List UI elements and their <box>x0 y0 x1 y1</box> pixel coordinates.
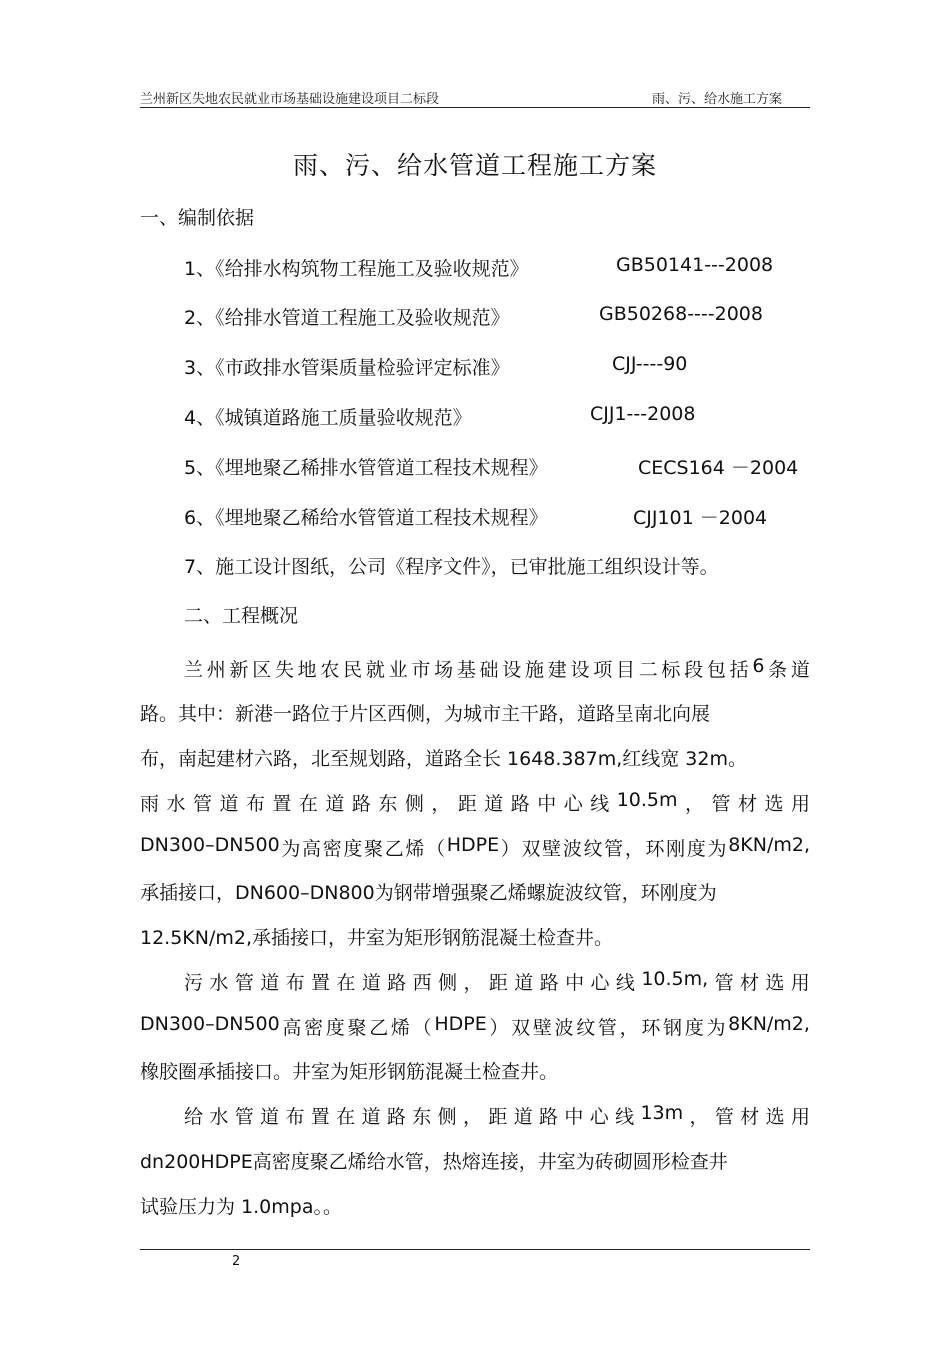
paragraph-line: 雨 水 管 道 布 置 在 道 路 东 侧 ， 距 道 路 中 心 线 10.5m ， 管 材 选 用 <box>140 789 810 815</box>
reference-name: 5、《埋地聚乙稀排水管管道工程技术规程》 <box>184 457 548 479</box>
header-project-name: 兰州新区失地农民就业市场基础设施建设项目二标段 <box>140 92 440 107</box>
reference-code: CJJ----90 <box>612 353 688 375</box>
reference-name: 3、《市政排水管渠质量检验评定标准》 <box>184 357 510 379</box>
section-heading-overview: 二、工程概况 <box>184 605 299 627</box>
paragraph-line: 路。其中：新港一路位于片区西侧，为城市主干路，道路呈南北向展 <box>140 703 711 725</box>
reference-name: 6、《埋地聚乙稀给水管管道工程技术规程》 <box>184 507 548 529</box>
paragraph-line: 12.5KN/m2,承插接口，井室为矩形钢筋混凝土检查井。 <box>140 927 614 949</box>
page-title: 雨、污、给水管道工程施工方案 <box>292 151 657 180</box>
reference-code: CJJ1---2008 <box>590 403 696 425</box>
paragraph-line: 布，南起建材六路，北至规划路，道路全长 1648.387m,红线宽 32m。 <box>140 748 747 770</box>
reference-code: CJJ101 －2004 <box>633 507 768 529</box>
section-heading-basis: 一、编制依据 <box>140 207 255 229</box>
paragraph-line: 橡胶圈承插接口。井室为矩形钢筋混凝土检查井。 <box>140 1061 559 1083</box>
footer-rule <box>140 1249 810 1250</box>
page-number: 2 <box>232 1254 241 1269</box>
paragraph-line: 承插接口，DN600–DN800为钢带增强聚乙烯螺旋波纹管，环刚度为 <box>140 882 717 904</box>
paragraph-line: 试验压力为 1.0mpa。。 <box>140 1196 342 1218</box>
reference-name: 4、《城镇道路施工质量验收规范》 <box>184 407 472 429</box>
header-rule <box>140 107 810 108</box>
reference-name: 2、《给排水管道工程施工及验收规范》 <box>184 307 510 329</box>
paragraph-line: 污 水 管 道 布 置 在 道 路 西 侧 ， 距 道 路 中 心 线 10.5m, 管 材 选 用 <box>184 968 810 994</box>
paragraph-line: 给 水 管 道 布 置 在 道 路 东 侧 ， 距 道 路 中 心 线 13m ， 管 材 选 用 <box>184 1102 810 1128</box>
paragraph-line: DN300–DN500 高 密 度 聚 乙 烯 （ HDPE ） 双 壁 波 纹 管 ， 环 钢 度 为 8KN/m2, <box>140 1013 810 1039</box>
reference-code: CECS164 －2004 <box>638 457 799 479</box>
paragraph-line: DN300–DN500 为 高 密 度 聚 乙 烯 （ HDPE ） 双 壁 波 纹 管 ， 环 刚 度 为 8KN/m2, <box>140 834 810 860</box>
header-document-name: 雨、污、给水施工方案 <box>652 92 783 107</box>
reference-name: 1、《给排水构筑物工程施工及验收规范》 <box>184 258 529 280</box>
reference-code: GB50268----2008 <box>599 303 763 325</box>
paragraph-line: 兰 州 新 区 失 地 农 民 就 业 市 场 基 础 设 施 建 设 项 目 二 标 段 包 括 6 条 道 <box>184 655 810 681</box>
paragraph-line: dn200HDPE高密度聚乙烯给水管，热熔连接，井室为砖砌圆形检查井 <box>140 1151 728 1173</box>
reference-code: GB50141---2008 <box>616 254 774 276</box>
reference-item-7: 7、施工设计图纸，公司《程序文件》，已审批施工组织设计等。 <box>184 556 719 578</box>
